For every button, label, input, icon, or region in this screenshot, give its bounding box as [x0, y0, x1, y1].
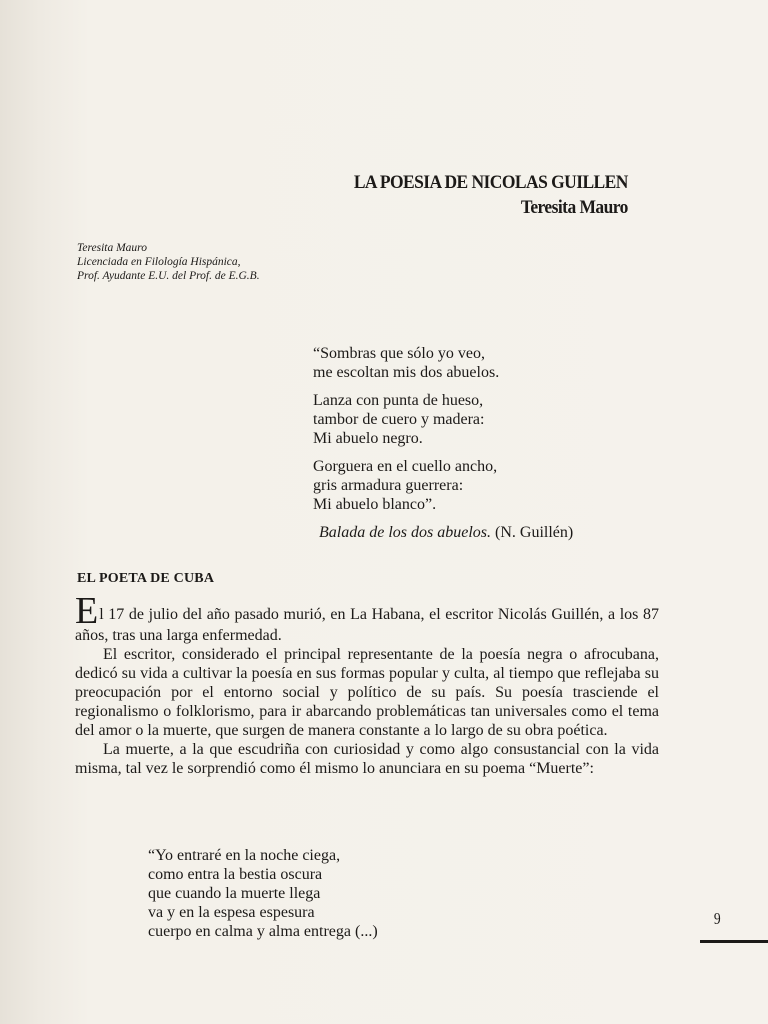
paragraph: La muerte, a la que escudriña con curiosidad y como algo consustancial con la vida misma, tal vez le sorprendió como él mismo lo anunciara en su poema “Muerte”:: [75, 741, 659, 777]
page-rule: [700, 940, 768, 943]
epigraph-line: gris armadura guerrera:: [313, 477, 464, 494]
epigraph-line: “Sombras que sólo yo veo,: [313, 345, 485, 362]
paragraph: El escritor, considerado el principal representante de la poesía negra o afrocubana, dedicó su vida a cultivar la poesía en sus formas popular y culta, al tiempo que reflejaba su preocupación por el entorno social y político de su país. Su poesía trasciende el regionalismo o folklorismo, para ir abarcando problemáticas tan universales como el tema del amor o la muerte, que surgen de manera constante a lo largo de su obra poética.: [75, 646, 659, 739]
article-body: [75, 590, 659, 778]
page-number: 9: [713, 909, 721, 928]
epigraph-source-author: (N. Guillén): [491, 524, 574, 541]
poem-line: como entra la bestia oscura: [148, 866, 323, 883]
poem-line: que cuando la muerte llega: [148, 885, 321, 902]
article-author: Teresita Mauro: [520, 197, 628, 218]
epigraph-line: me escoltan mis dos abuelos.: [313, 364, 500, 381]
epigraph-line: Lanza con punta de hueso,: [313, 392, 484, 409]
poem-line: “Yo entraré en la noche ciega,: [148, 847, 341, 864]
epigraph-line: Gorguera en el cuello ancho,: [313, 458, 498, 475]
epigraph-stanza: [313, 391, 573, 448]
epigraph: [313, 344, 573, 542]
epigraph-line: Mi abuelo blanco”.: [313, 496, 437, 513]
epigraph-stanza: [313, 457, 573, 514]
poem-quote: [148, 846, 378, 941]
epigraph-stanza: [313, 344, 573, 382]
paragraph-text: l 17 de julio del año pasado murió, en La Habana, el escritor Nicolás Guillén, a los 87 años, tras una larga enfermedad.: [75, 606, 659, 644]
drop-cap: E: [75, 590, 99, 632]
paragraph: [75, 590, 659, 645]
epigraph-line: tambor de cuero y madera:: [313, 411, 485, 428]
epigraph-source: [319, 523, 573, 542]
article-title: LA POESIA DE NICOLAS GUILLEN: [353, 172, 628, 193]
affiliation-line: Licenciada en Filología Hispánica,: [77, 256, 241, 268]
epigraph-source-work: Balada de los dos abuelos.: [319, 524, 491, 541]
poem-line: va y en la espesa espesura: [148, 904, 315, 921]
affiliation-line: Teresita Mauro: [77, 242, 147, 254]
author-affiliation: [77, 241, 260, 283]
affiliation-line: Prof. Ayudante E.U. del Prof. de E.G.B.: [77, 270, 260, 282]
article-header: [330, 170, 628, 220]
section-heading: EL POETA DE CUBA: [77, 571, 215, 586]
poem-line: cuerpo en calma y alma entrega (...): [148, 923, 378, 940]
epigraph-line: Mi abuelo negro.: [313, 430, 423, 447]
